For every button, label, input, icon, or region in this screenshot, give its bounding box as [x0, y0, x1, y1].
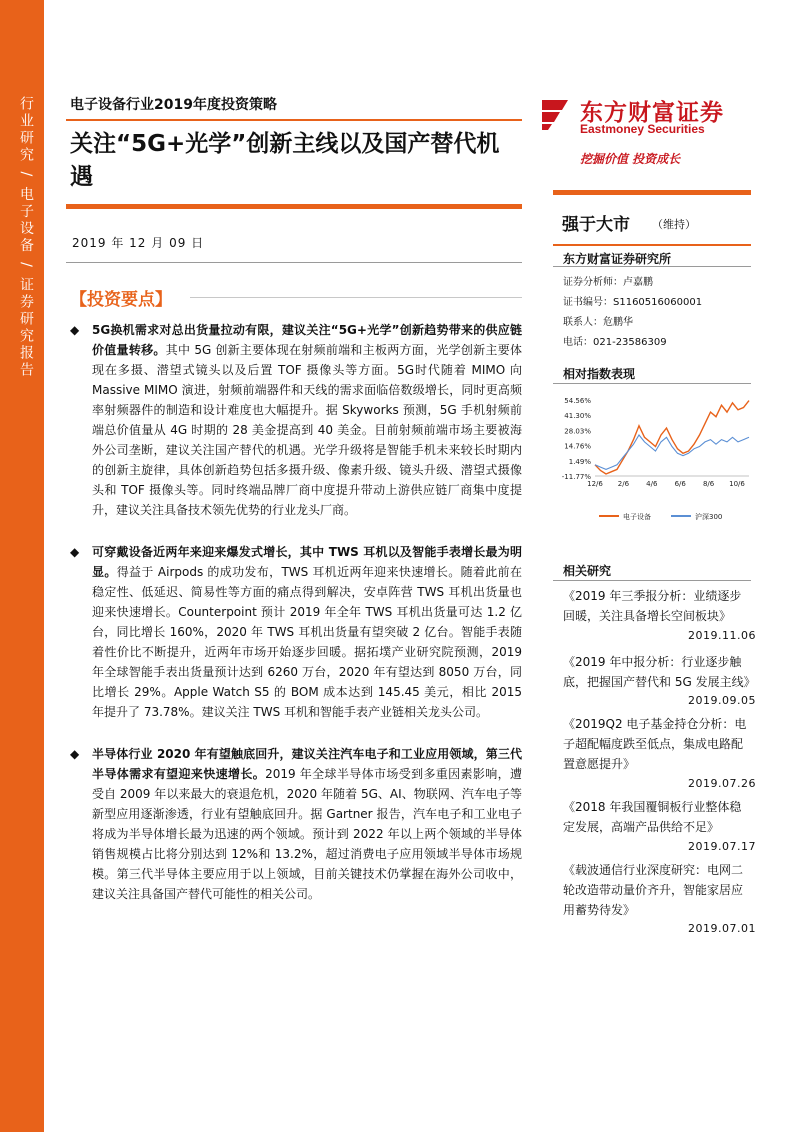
brand-name-en: Eastmoney Securities: [580, 122, 705, 136]
report-series: 电子设备行业2019年度投资策略: [70, 97, 277, 113]
page-title: 关注“5G+光学”创新主线以及国产替代机遇: [70, 131, 500, 190]
research-item-title: 《2019 年中报分析：行业逐步触底，把握国产替代和 5G 发展主线》: [563, 655, 756, 689]
research-item-date: 2019.07.26: [688, 777, 756, 790]
relative-performance-title: 相对指数表现: [563, 367, 636, 381]
report-date: 2019 年 12 月 09 日: [72, 236, 205, 250]
date-divider: [66, 262, 522, 263]
sidebar: [0, 0, 44, 1132]
bullet-lead: 半导体行业 2020 年有望触底回升，建议关注汽车电子和工业应用领域，第三代半导体需求有望迎来快速增长。: [92, 747, 522, 781]
rating-sub: （维持）: [652, 218, 696, 231]
y-tick-label: 28.03%: [564, 427, 591, 436]
research-item-date: 2019.07.17: [688, 840, 756, 853]
cert-number: 证书编号：S1160516060001: [563, 297, 703, 308]
research-item-title: 《载波通信行业深度研究：电网二轮改造带动量价齐升，智能家居应用蓄势待发》: [563, 863, 744, 917]
bullet-paragraph: [92, 744, 522, 904]
bullet-lead: 可穿戴设备近两年来迎来爆发式增长，其中 TWS 耳机以及智能手表增长最为明显。: [92, 545, 522, 579]
contact-name: 联系人：危鹏华: [563, 317, 633, 328]
phone-number: 电话：021-23586309: [563, 337, 667, 348]
sidebar-text: 行业研究 / 电子设备 / 证券研究报告: [18, 96, 34, 380]
x-tick-label: 2/6: [617, 480, 630, 488]
institute-name: 东方财富证券研究所: [563, 252, 672, 266]
research-item-title: 《2018 年我国覆铜板行业整体稳定发展，高端产品供给不足》: [563, 800, 742, 834]
series-divider: [66, 119, 522, 121]
research-item-date: 2019.11.06: [688, 629, 756, 642]
y-tick-label: 1.49%: [568, 457, 591, 466]
brand-logo: [536, 94, 746, 142]
right-divider-rating: [553, 244, 751, 246]
related-research-divider: [553, 580, 751, 581]
section-divider: [190, 297, 522, 298]
section-heading: 【投资要点】: [70, 290, 172, 310]
right-divider-institute: [553, 266, 751, 267]
relative-performance-chart: [553, 390, 753, 530]
brand-slogan: 挖掘价值 投资成长: [580, 152, 681, 166]
bullet-body: 其中 5G 创新主要体现在射频前端和主板两方面，光学创新主要体现在多摄、潜望式镜头以及后置 TOF 摄像头等方面。5G时代随着 MIMO 向 Massive MIMO 演进，射频前端器件和天线的需求面临倍数级增长，同时更高频率射频器件的制造和设计难度也大幅提升。据 Skyworks 预测，5G 手机射频前端总价值量从 4G 时期的 28 美金提高到 40 美金。目前射频前端市场主要被海外公司垄断，建议关注国产替代的机遇。光学升级将是智能手机未来较长时期内的创新主旋律，具体创新趋势包括多摄升级、像素升级、镜头升级、潜望式摄像头和 TOF 摄像头等。同时终端品牌厂商中度提升带动上游供应链厂商集中度提升，建议关注具备技术领先优势的行业龙头厂商。: [92, 343, 522, 517]
rating-label: 强于大市: [562, 215, 630, 235]
research-item-date: 2019.07.01: [688, 922, 756, 935]
research-item-title: 《2019 年三季报分析：业绩逐步回暖，关注具备增长空间板块》: [563, 589, 742, 623]
bullet-lead: 5G换机需求对总出货量拉动有限，建议关注“5G+光学”创新趋势带来的供应链价值量转移。: [92, 323, 522, 357]
related-research-title: 相关研究: [563, 564, 612, 578]
bullet-item-1: [70, 320, 522, 520]
diamond-bullet-icon: ◆: [70, 545, 80, 559]
relative-divider: [553, 383, 751, 384]
y-tick-label: 14.76%: [564, 442, 591, 451]
right-divider-top: [553, 190, 751, 195]
research-item-title: 《2019Q2 电子基金持仓分析：电子超配幅度跌至低点，集成电路配置意愿提升》: [563, 717, 747, 771]
bullet-body: 得益于 Airpods 的成功发布，TWS 耳机近两年迎来快速增长。随着此前在稳定性、低延迟、简易性等方面的痛点得到解决，安卓阵营 TWS 耳机出货量也迎来快速增长。Counterpoint 预计 2019 年全年 TWS 耳机出货量可达 1.2 亿台，同比增长 160%，2020 年 TWS 耳机出货量有望突破 2 亿台。智能手表随着性价比不断提升，近两年市场开始逐步回暖。据拓墣产业研究院预测，2019 年全球智能手表出货量预计达到 6260 万台，2020 年有望达到 8050 万台，同比增长 29%。Apple Watch S5 的 BOM 成本达到 145.45 美元，相比 2015 年提升了 73.78%。建议关注 TWS 耳机和智能手表产业链相关龙头公司。: [92, 565, 522, 719]
x-tick-label: 12/6: [587, 480, 603, 488]
x-tick-label: 6/6: [674, 480, 686, 488]
legend-label: 电子设备: [623, 513, 651, 521]
title-divider: [66, 204, 522, 209]
bullet-item-3: [70, 744, 522, 904]
x-tick-label: 8/6: [702, 480, 715, 488]
analyst-name: 证券分析师：卢嘉鹏: [563, 277, 653, 288]
legend-label: 沪深300: [695, 513, 723, 521]
x-tick-label: 4/6: [646, 480, 658, 488]
bullet-paragraph: [92, 542, 522, 722]
x-tick-label: 10/6: [729, 480, 745, 488]
y-tick-label: -11.77%: [561, 473, 591, 481]
diamond-bullet-icon: ◆: [70, 747, 80, 761]
bullet-item-2: [70, 542, 522, 722]
research-item-date: 2019.09.05: [688, 694, 756, 707]
brand-name-cn: 东方财富证券: [580, 100, 724, 126]
bullet-body: 2019 年全球半导体市场受到多重因素影响，遭受自 2009 年以来最大的衰退危机，2020 年随着 5G、AI、物联网、汽车电子等新型应用逐渐渗透，行业有望触底回升。据 Gartner 报告，汽车电子和工业电子将成为半导体增长最为迅速的两个领域。预计到 2022 年以上两个领域的半导体销售规模占比将分别达到 12%和 13.2%，超过消费电子应用领域半导体市场规模。第三代半导体主要应用于以上领域，目前关键技术仍掌握在海外公司收中，建议关注具备国产替代可能性的相关公司。: [92, 767, 522, 901]
bullet-paragraph: [92, 320, 522, 520]
y-tick-label: 54.56%: [564, 397, 591, 405]
eastmoney-logo-icon: [540, 98, 570, 132]
diamond-bullet-icon: ◆: [70, 323, 80, 337]
y-tick-label: 41.30%: [564, 412, 591, 421]
